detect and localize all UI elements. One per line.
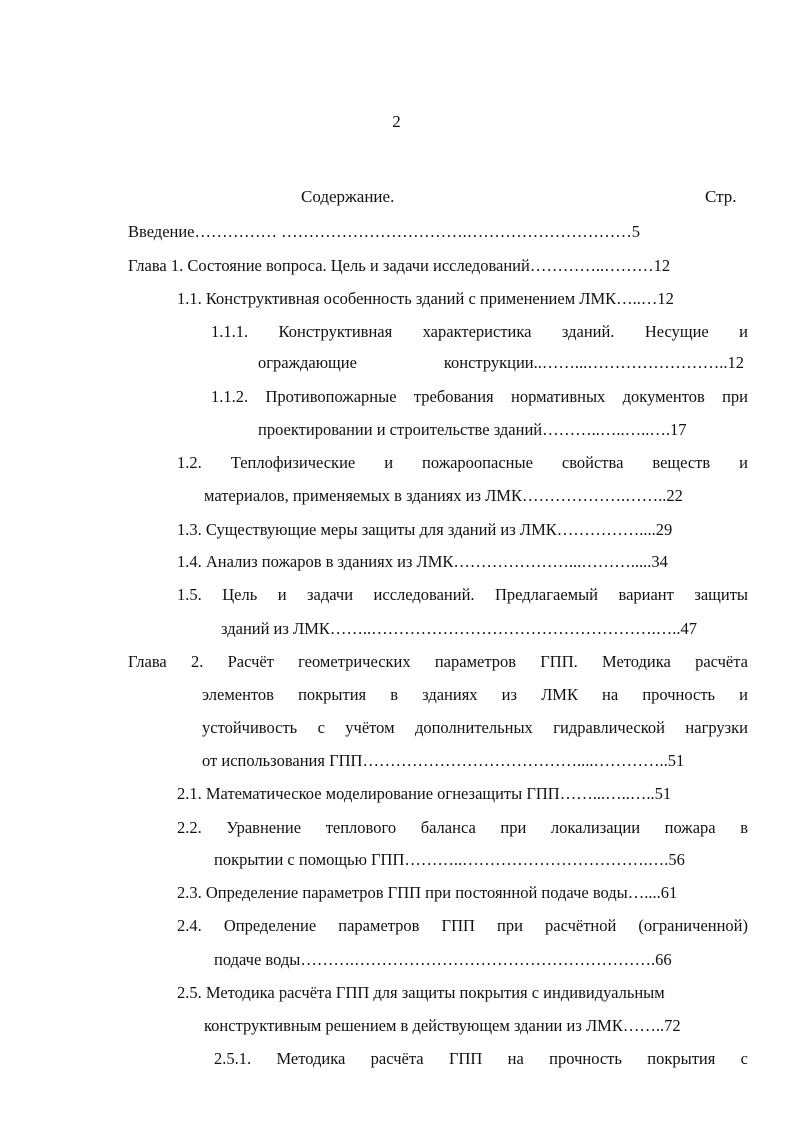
toc-entry: 1.5. Цель и задачи исследований. Предлагаемый вариант защиты <box>177 585 748 604</box>
toc-entry: 2.2. Уравнение теплового баланса при локализации пожара в <box>177 818 748 837</box>
toc-entry: 2.5. Методика расчёта ГПП для защиты покрытия с индивидуальным <box>177 983 665 1002</box>
toc-entry: материалов, применяемых в зданиях из ЛМК……………….……..22 <box>204 486 683 505</box>
page-number: 2 <box>392 112 401 131</box>
toc-entry: устойчивость с учётом дополнительных гидравлической нагрузки <box>202 718 748 737</box>
toc-entry: 1.3. Существующие меры защиты для зданий из ЛМК……………....29 <box>177 520 673 539</box>
toc-entry: 1.1. Конструктивная особенность зданий с применением ЛМК…..…12 <box>177 289 674 308</box>
toc-entry: элементов покрытия в зданиях из ЛМК на прочность и <box>202 685 748 704</box>
toc-entry: 1.4. Анализ пожаров в зданиях из ЛМК…………………...……….....34 <box>177 552 668 571</box>
toc-entry: проектировании и строительстве зданий………..…..…..….17 <box>258 420 687 439</box>
page-column-label: Стр. <box>705 187 737 206</box>
toc-entry: 1.1.2. Противопожарные требования нормативных документов при <box>211 387 748 406</box>
toc-entry: покрытии с помощью ГПП………..…………………………….….56 <box>214 850 685 869</box>
toc-entry: 2.4. Определение параметров ГПП при расчётной (ограниченной) <box>177 916 748 935</box>
toc-entry: Глава 2. Расчёт геометрических параметров ГПП. Методика расчёта <box>128 652 748 671</box>
toc-entry: Глава 1. Состояние вопроса. Цель и задачи исследований…………..………12 <box>128 256 671 275</box>
toc-entry: зданий из ЛМК……..…………………………………………….…..47 <box>221 619 698 638</box>
toc-entry: подаче воды……….……………………………………………….66 <box>214 950 672 969</box>
toc-title: Содержание. <box>301 187 395 206</box>
toc-entry: 1.1.1. Конструктивная характеристика зданий. Несущие и <box>211 322 748 341</box>
toc-entry: конструктивным решением в действующем здании из ЛМК……..72 <box>204 1016 681 1035</box>
toc-entry: ограждающие конструкции..……...……………………..12 <box>258 353 744 372</box>
toc-entry: 2.5.1. Методика расчёта ГПП на прочность покрытия с <box>214 1049 748 1068</box>
toc-entry: 2.1. Математическое моделирование огнезащиты ГПП……...…..…..51 <box>177 784 672 803</box>
toc-entry: от использования ГПП…………………………………....…………..51 <box>202 751 685 770</box>
toc-entry: Введение…………… …………………………….…………………………5 <box>128 222 641 241</box>
toc-entry: 2.3. Определение параметров ГПП при постоянной подаче воды…....61 <box>177 883 678 902</box>
toc-entry: 1.2. Теплофизические и пожароопасные свойства веществ и <box>177 453 748 472</box>
